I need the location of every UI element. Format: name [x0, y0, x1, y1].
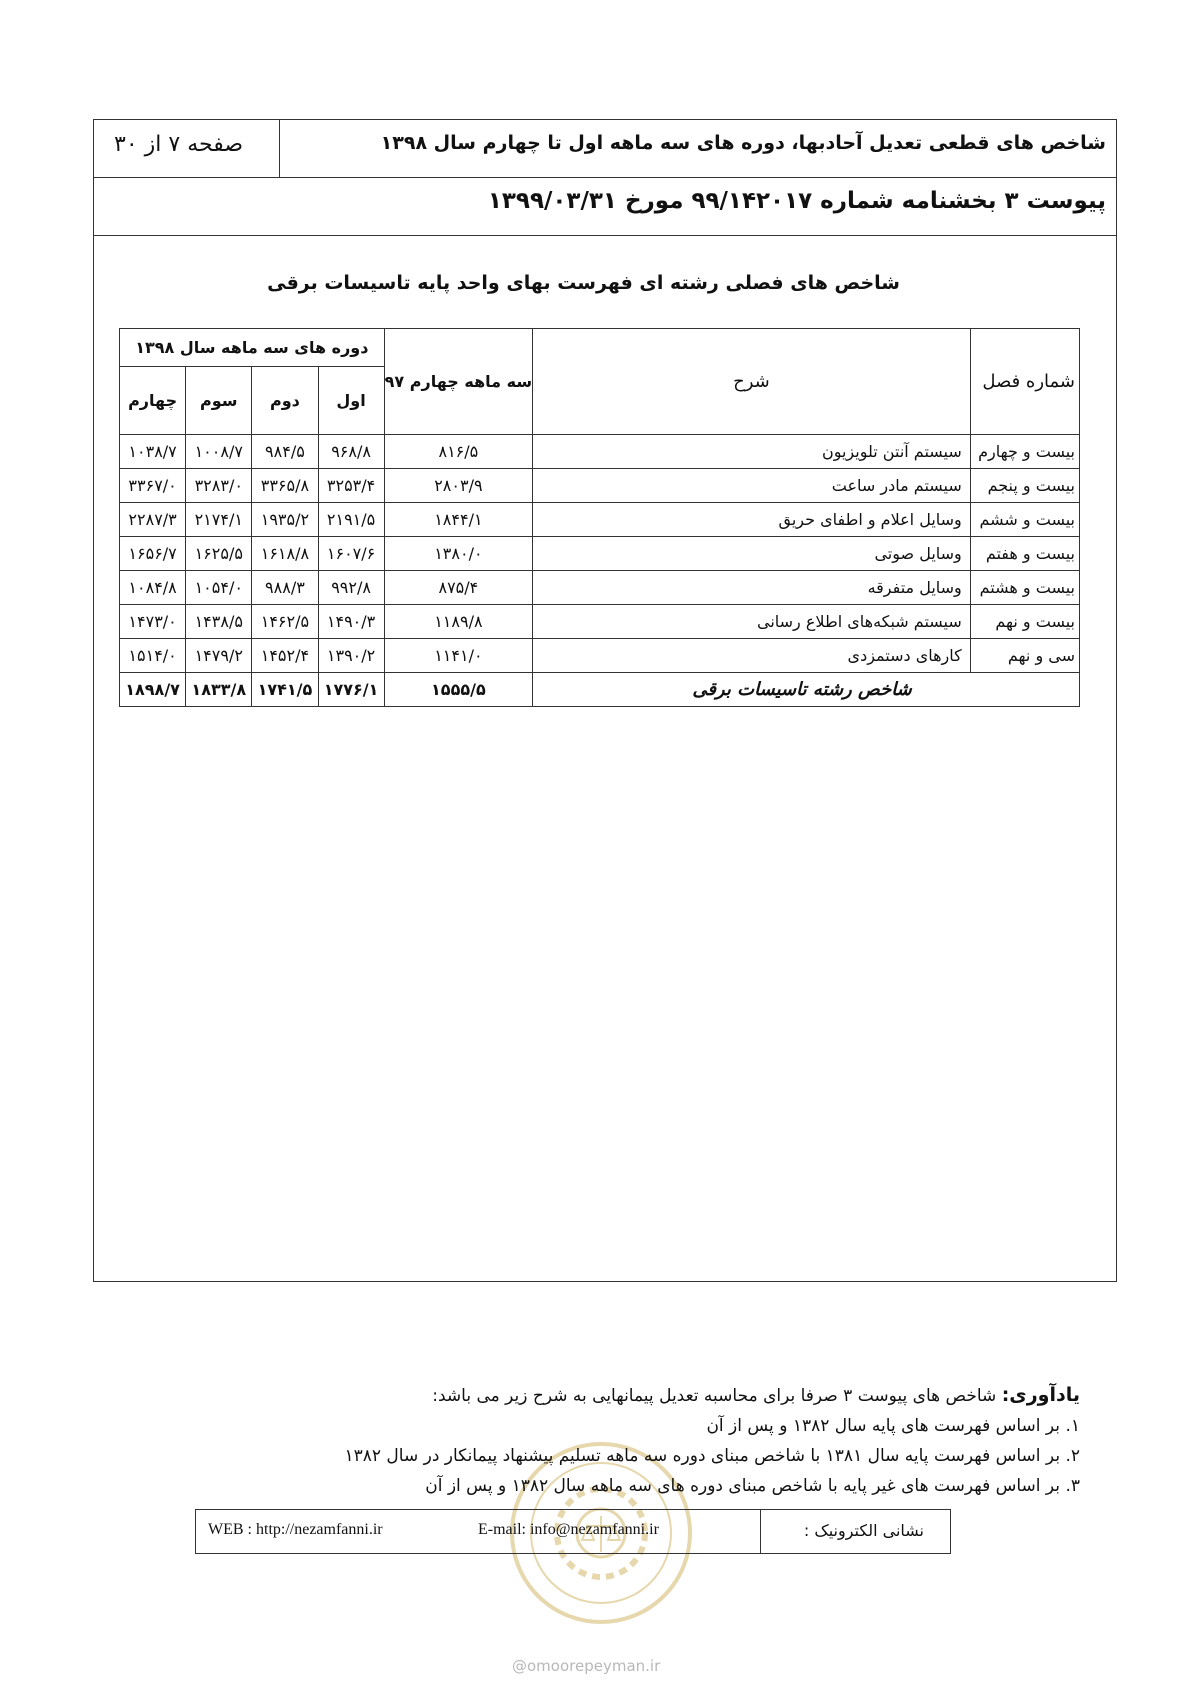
table-title: شاخص های فصلی رشته ای فهرست بهای واحد پایه تاسیسات برقی — [267, 272, 900, 294]
value-q4-97: ۲۸۰۳/۹ — [384, 469, 532, 503]
value-q4: ۲۲۸۷/۳ — [120, 503, 186, 537]
chapter-description: وسایل اعلام و اطفای حریق — [533, 503, 971, 537]
circular-reference: پیوست ۳ بخشنامه شماره ۹۹/۱۴۲۰۱۷ مورخ ۱۳۹۹/۰۳/۳۱ — [487, 188, 1106, 214]
web-link[interactable]: WEB : http://nezamfanni.ir — [208, 1521, 383, 1538]
total-q3: ۱۸۳۳/۸ — [186, 673, 252, 707]
value-q4: ۳۳۶۷/۰ — [120, 469, 186, 503]
header-1398-quarters: دوره های سه ماهه سال ۱۳۹۸ — [120, 329, 385, 367]
notes-section — [345, 1380, 1081, 1501]
chapter-description: سیستم مادر ساعت — [533, 469, 971, 503]
table-row — [120, 537, 1080, 571]
value-q4: ۱۰۸۴/۸ — [120, 571, 186, 605]
header-quarter-1: اول — [318, 367, 384, 435]
table-row — [120, 469, 1080, 503]
header-chapter-number: شماره فصل — [970, 329, 1079, 435]
value-q2: ۱۶۱۸/۸ — [252, 537, 318, 571]
header-description: شرح — [533, 329, 971, 435]
notes-label: یادآوری: — [1001, 1384, 1080, 1406]
note-item: ۳. بر اساس فهرست های غیر پایه با شاخص مبنای دوره های سه ماهه سال ۱۳۸۲ و پس از آن — [425, 1476, 1080, 1496]
value-q4-97: ۱۱۸۹/۸ — [384, 605, 532, 639]
value-q4: ۱۶۵۶/۷ — [120, 537, 186, 571]
value-q2: ۹۸۴/۵ — [252, 435, 318, 469]
value-q1: ۲۱۹۱/۵ — [318, 503, 384, 537]
value-q2: ۹۸۸/۳ — [252, 571, 318, 605]
total-q4-97: ۱۵۵۵/۵ — [384, 673, 532, 707]
table-total-row — [120, 673, 1080, 707]
chapter-number: بیست و هفتم — [970, 537, 1079, 571]
chapter-description: سیستم شبکه‌های اطلاع رسانی — [533, 605, 971, 639]
table-row — [120, 435, 1080, 469]
value-q1: ۳۲۵۳/۴ — [318, 469, 384, 503]
value-q3: ۲۱۷۴/۱ — [186, 503, 252, 537]
total-q4: ۱۸۹۸/۷ — [120, 673, 186, 707]
total-q1: ۱۷۷۶/۱ — [318, 673, 384, 707]
chapter-number: بیست و هشتم — [970, 571, 1079, 605]
header-quarter-3: سوم — [186, 367, 252, 435]
chapter-number: بیست و ششم — [970, 503, 1079, 537]
header-quarter-2: دوم — [252, 367, 318, 435]
chapter-description: سیستم آنتن تلویزیون — [533, 435, 971, 469]
contact-label: نشانی الکترونیک : — [760, 1510, 950, 1553]
page-number: صفحه ۷ از ۳۰ — [114, 132, 244, 157]
value-q3: ۳۲۸۳/۰ — [186, 469, 252, 503]
value-q1: ۹۶۸/۸ — [318, 435, 384, 469]
page-number-box — [94, 120, 280, 178]
table-row — [120, 571, 1080, 605]
value-q3: ۱۰۵۴/۰ — [186, 571, 252, 605]
value-q3: ۱۰۰۸/۷ — [186, 435, 252, 469]
value-q4-97: ۸۱۶/۵ — [384, 435, 532, 469]
table-row — [120, 639, 1080, 673]
value-q3: ۱۴۷۹/۲ — [186, 639, 252, 673]
chapter-number: بیست و چهارم — [970, 435, 1079, 469]
value-q1: ۱۴۹۰/۳ — [318, 605, 384, 639]
chapter-number: بیست و پنجم — [970, 469, 1079, 503]
header-row — [94, 120, 1116, 178]
value-q2: ۱۴۵۲/۴ — [252, 639, 318, 673]
subheader-row — [94, 178, 1116, 236]
value-q4-97: ۸۷۵/۴ — [384, 571, 532, 605]
note-item: ۲. بر اساس فهرست پایه سال ۱۳۸۱ با شاخص مبنای دوره سه ماهه تسلیم پیشنهاد پیمانکار در سال ۱۳۸۲ — [344, 1446, 1080, 1466]
contact-footer — [195, 1509, 951, 1554]
value-q4-97: ۱۳۸۰/۰ — [384, 537, 532, 571]
header-q4-97: سه ماهه چهارم ۹۷ — [384, 329, 532, 435]
note-item: ۱. بر اساس فهرست های پایه سال ۱۳۸۲ و پس از آن — [706, 1416, 1080, 1436]
value-q4-97: ۱۸۴۴/۱ — [384, 503, 532, 537]
value-q4: ۱۴۷۳/۰ — [120, 605, 186, 639]
value-q4: ۱۵۱۴/۰ — [120, 639, 186, 673]
total-q2: ۱۷۴۱/۵ — [252, 673, 318, 707]
value-q4: ۱۰۳۸/۷ — [120, 435, 186, 469]
table-row — [120, 503, 1080, 537]
value-q3: ۱۴۳۸/۵ — [186, 605, 252, 639]
chapter-description: وسایل متفرقه — [533, 571, 971, 605]
value-q3: ۱۶۲۵/۵ — [186, 537, 252, 571]
table-row — [120, 605, 1080, 639]
value-q1: ۱۳۹۰/۲ — [318, 639, 384, 673]
value-q4-97: ۱۱۴۱/۰ — [384, 639, 532, 673]
header-title: شاخص های قطعی تعدیل آحادبها، دوره های سه ماهه اول تا چهارم سال ۱۳۹۸ — [380, 132, 1106, 154]
notes-intro: شاخص های پیوست ۳ صرفا برای محاسبه تعدیل پیمانهایی به شرح زیر می باشد: — [432, 1386, 1002, 1406]
chapter-description: وسایل صوتی — [533, 537, 971, 571]
watermark-text: @omoorepeyman.ir — [512, 1657, 661, 1675]
value-q1: ۱۶۰۷/۶ — [318, 537, 384, 571]
value-q2: ۳۳۶۵/۸ — [252, 469, 318, 503]
header-quarter-4: چهارم — [120, 367, 186, 435]
value-q1: ۹۹۲/۸ — [318, 571, 384, 605]
chapter-number: سی و نهم — [970, 639, 1079, 673]
value-q2: ۱۴۶۲/۵ — [252, 605, 318, 639]
index-table — [119, 328, 1080, 707]
value-q2: ۱۹۳۵/۲ — [252, 503, 318, 537]
chapter-description: کارهای دستمزدی — [533, 639, 971, 673]
chapter-number: بیست و نهم — [970, 605, 1079, 639]
email-link[interactable]: E-mail: info@nezamfanni.ir — [478, 1521, 659, 1538]
total-description: شاخص رشته تاسیسات برقی — [533, 673, 1080, 707]
